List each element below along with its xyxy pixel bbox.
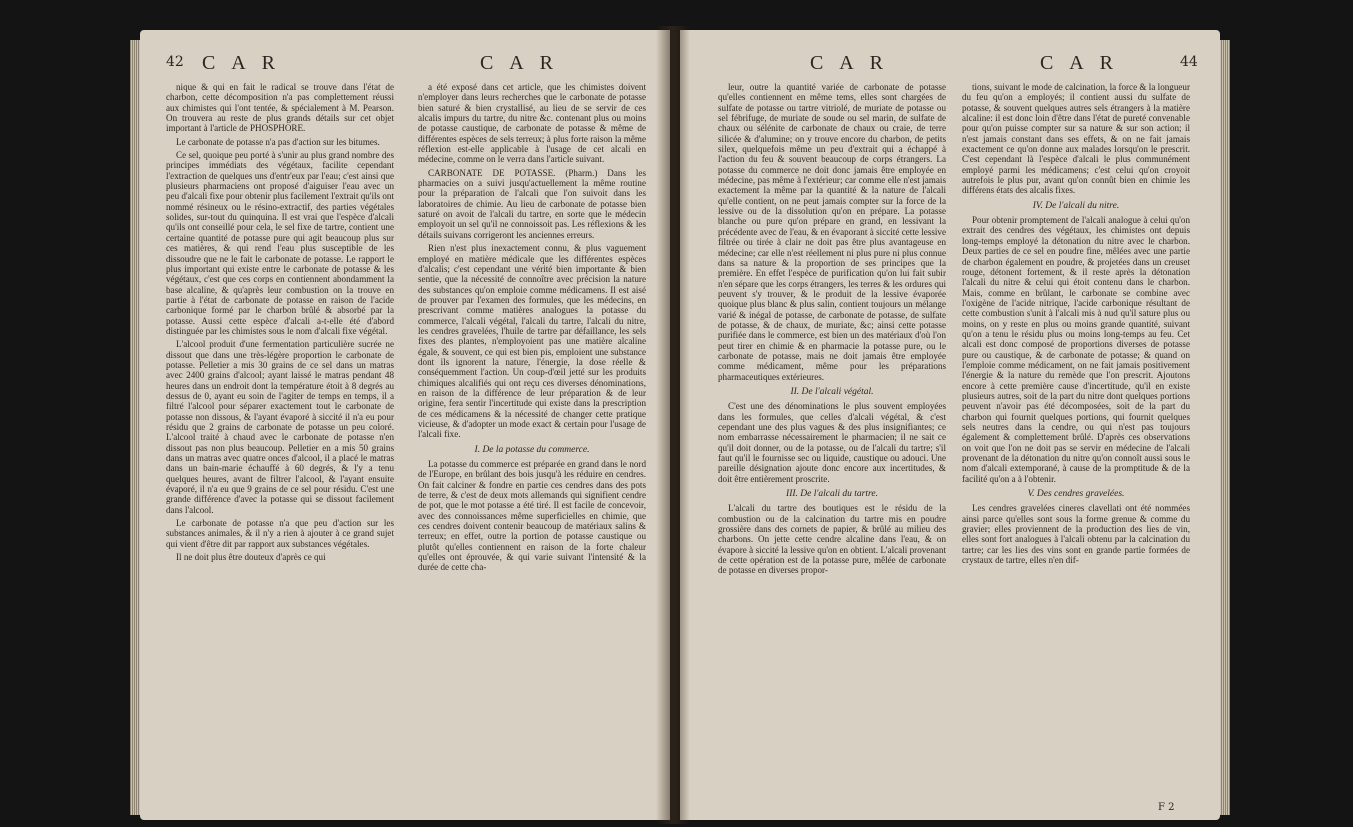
left-running-head-2: C A R <box>480 52 559 74</box>
section-heading: V. Des cendres gravelées. <box>1027 489 1125 500</box>
left-column-2 <box>418 82 646 576</box>
paragraph: Rien n'est plus inexactement connu, & plus vaguement employé en matière médicale que les différentes espèces d'alcalis; c'est cependant une vérité bien importante & bien sentie, que la nécessité de connoître avec précision la nature des substances qu'on emploie comme médicamens. Il est aisé de prouver par l'examen des formules, que les médecins, en prescrivant comme matières analogues la potasse du commerce, l'alcali végétal, l'alcali du tartre, l'alcali du nitre, les cendres gravelées, l'huile de tartre par défaillance, les sels fixes des plantes, n'employoient pas une matière alcaline égale, & souvent, ce qui est bien pis, emploient une substance dont ils ignorent la nature, l'énergie, la dose réelle & conséquemment l'action. Un coup-d'œil jetté sur les produits chimiques alcalifiés qui ont reçu ces diverses dénominations, en raison de la différence de leur préparation & de leur origine, fera sentir l'incertitude qui existe dans la prescription de ces médicamens & la nécessité de changer cette pratique vicieuse, & d'adopter un mode exact & certain pour l'usage de l'alcali fixe. <box>418 243 646 440</box>
left-running-head-1: C A R <box>202 52 281 74</box>
paragraph: Les cendres gravelées cineres clavellati ont été nommées ainsi parce qu'elles sont sous la forme grenue & comme du gravier; elles proviennent de la production des lies de vin, elles sont fort analogues à l'alcali obtenu par la calcination du tartre; car les lies des vins sont en grande partie formées de crystaux de tartre, elles n'en dif- <box>962 503 1190 566</box>
section-heading: III. De l'alcali du tartre. <box>786 489 878 500</box>
paragraph: nique & qui en fait le radical se trouve dans l'état de charbon, cette décomposition n'a pas complettement réussi aux chimistes qui l'ont tentée, & spécialement à M. Pearson. On trouvera au reste de plus grands détails sur cet objet important à l'article de PHOSPHORE. <box>166 82 394 134</box>
section-heading: II. De l'alcali végétal. <box>790 386 874 397</box>
paragraph: C'est une des dénominations le plus souvent employées dans les formules, que celles d'alcali végétal, & c'est cependant une des plus vagues & des plus insignifiantes; ce nom embarrasse nécessairement le pharmacien; il ne sait ce qu'il doit donner, ou de la potasse, ou de l'alcali du tartre; s'il faut qu'il le fournisse sec ou liquide, caustique ou adouci. Une pareille désignation ajoute donc encore aux incertitudes, & doit être entièrement proscrite. <box>718 401 946 484</box>
section-heading: I. De la potasse du commerce. <box>474 444 590 455</box>
left-column-1 <box>166 82 394 565</box>
right-column-2 <box>962 82 1190 568</box>
paragraph: Pour obtenir promptement de l'alcali analogue à celui qu'on extrait des cendres des végétaux, les chimistes ont depuis long-temps employé la détonation du nitre avec le charbon. Deux parties de ce sel en poudre fine, mêlées avec une partie de charbon également en poudre, & projetées dans un creuset rouge, détonent fortement, & il reste après la détonation l'alcali du nitre & celui qui étoit contenu dans le charbon. Mais, comme en brûlant, le carbonate se combine avec l'oxigène de l'acide nitrique, l'acide carbonique résultant de cette combustion s'unit à l'alcali mis à nud qu'il sature plus ou moins, on y reste en plus ou moins grande quantité, suivant qu'on a tenu le résidu plus ou moins long-temps au feu. Cet alcali est donc composé de proportions diverses de potasse pure ou caustique, & de carbonate de potasse; & quand on l'emploie comme médicament, on ne fait jamais positivement l'énergie & la nature du remède que l'on prescrit. Ajoutons encore à cette première cause d'incertitude, qu'il en existe plusieurs autres, soit de la part du nitre dont quelques portions peuvent n'avoir pas été décomposées, soit de la part du charbon qui fournit quelques portions, qui fournit quelques sels neutres dans la cendre, ou qui n'est pas toujours également & complettement brûlé. D'après ces observations on voit que l'on ne doit pas se servir en médecine de l'alcali provenant de la détonation du nitre qu'on connoît aussi sous le nom d'alcali extemporané, à cause de la promptitude & de la facilité qu'on a à l'obtenir. <box>962 215 1190 484</box>
right-running-head-2: C A R <box>1040 52 1119 74</box>
signature-mark: F 2 <box>1158 802 1175 813</box>
book-gutter <box>656 26 690 824</box>
right-page <box>680 30 1220 820</box>
right-column-1 <box>718 82 946 579</box>
paragraph: leur, outre la quantité variée de carbonate de potasse qu'elles contiennent en même tems, elles sont chargées de sulfate de potasse ou tartre vitriolé, de muriate de potasse ou sel fébrifuge, de muriate de soude ou sel marin, de sulfate de chaux ou sélénite de carbonate de chaux ou craie, de terre silicée & d'alumine; on y trouve encore du charbon, de petits silex, quelquefois même un peu d'extrait qui a échappé à l'action du feu & souvent beaucoup de corps étrangers. La potasse du commerce ne doit donc jamais être employée en médecine, pas même à l'extérieur; car comme elle n'est jamais exactement la même par la quantité & la nature de l'alcali qu'elle contient, on ne peut jamais compter sur la force de la lessive ou de la dissolution qu'on en prépare. La potasse blanche ou pure qu'on prépare en grand, en lessivant la précédente avec de l'eau, & en évaporant à siccité cette lessive filtrée ou tirée à clair ne doit pas être plus avantageuse en médecine; car elle n'est réellement ni plus pure ni plus connue dans sa nature & la proportion de ses principes que la première. En effet l'espèce de purification qu'on lui fait subir n'en sépare que les corps étrangers, les terres & les ordures qui peuvent s'y trouver, & le produit de la lessive évaporée quoique plus blanc & plus salin, contient toujours un mélange varié & inégal de potasse, de carbonate de potasse, de sulfate de potasse, & de chaux, de muriate, &c; ainsi cette potasse purifiée dans le commerce, est bien un des matériaux d'où l'on peut tirer en chimie & en pharmacie la potasse pure, ou le carbonate de potasse, mais ne doit jamais être employée comme médicament, même pour les préparations pharmaceutiques extérieures. <box>718 82 946 382</box>
paragraph: L'alcali du tartre des boutiques est le résidu de la combustion ou de la calcination du tartre mis en poudre grossière dans des cornets de papier, & brûlé au milieu des charbons. On jette cette cendre alcaline dans l'eau, & on évapore à siccité la lessive qu'on en obtient. L'alcali provenant de cette opération est de la potasse pure, mêlée de carbonate de potasse en diverses propor- <box>718 503 946 576</box>
paragraph: L'alcool produit d'une fermentation particulière sucrée ne dissout que dans une très-légère proportion le carbonate de potasse. Pelletier a mis 30 grains de ce sel dans un matras avec 2400 grains d'alcool; ayant laissé le matras pendant 48 heures dans un endroit dont la température étoit à 8 degrés au dessus de 0, ayant eu soin de l'agiter de temps en temps, il a filtré l'alcool pour séparer exactement tout le carbonate de potasse non dissous, & l'ayant évaporé à siccité il n'a eu pour résidu que 2 grains de carbonate de potasse un peu coloré. L'alcool traité à chaud avec le carbonate de potasse n'en dissout pas non plus beaucoup. Pelletier en a mis 50 grains dans un matras avec quatre onces d'alcool, il a placé le matras dans un bain-marie échauffé à 60 degrés, & l'y a tenu quelques heures, avant de filtrer l'alcool, & l'ayant ensuite évaporé, il n'a eu que 9 grains de ce sel pour résidu. C'est une grande différence d'avec la potasse qui se dissout facilement dans l'alcool. <box>166 339 394 515</box>
left-page <box>140 30 670 820</box>
paragraph: CARBONATE DE POTASSE. (Pharm.) Dans les pharmacies on a suivi jusqu'actuellement la même routine pour la préparation de l'alcali que l'on suivoit dans les laboratoires de chimie. Au lieu de carbonate de potasse bien saturé on avoit de l'alcali du tartre, en sorte que le médecin employoit un sel qu'il ne connoissoit pas. Les réflexions & les détails suivans corrigeront les anciennes erreurs. <box>418 167 646 240</box>
right-running-head-1: C A R <box>810 52 889 74</box>
left-page-number: 42 <box>166 54 184 70</box>
paragraph: La potasse du commerce est préparée en grand dans le nord de l'Europe, en brûlant des bois jusqu'à les réduire en cendres. On fait calciner & fondre en partie ces cendres dans des pots de terre, & c'est de deux mots allemands qui signifient cendre de pot, que le mot potasse a été tiré. Il est facile de concevoir, avec des connoissances même superficielles en chimie, que ces cendres doivent contenir beaucoup de matériaux salins & terreux; en effet, outre la portion de potasse caustique ou plutôt qu'elles contiennent en raison de la forte chaleur qu'elles ont éprouvée, & qui varie suivant l'intensité & la durée de cette cha- <box>418 459 646 573</box>
paragraph: Le carbonate de potasse n'a que peu d'action sur les substances animales, & il n'y a rien à ajouter à ce grand sujet qui vient d'être dit par rapport aux substances végétales. <box>166 518 394 549</box>
paragraph: a été exposé dans cet article, que les chimistes doivent n'employer dans leurs recherches que le carbonate de potasse bien saturé & bien crystallisé, au lieu de se servir de ces alcalis impurs du tartre, du nitre &c. contenant plus ou moins de potasse caustique, de carbonate de potasse & même de différentes espèces de sels terreux; à plus forte raison la même réflexion est-elle applicable à l'usage de cet alcali en médecine, comme on le verra dans l'article suivant. <box>418 82 646 165</box>
paragraph: Ce sel, quoique peu porté à s'unir au plus grand nombre des principes immédiats des végétaux, facilite cependant l'extraction de quelques uns d'entr'eux par l'eau; c'est ainsi que plusieurs pharmaciens ont proposé d'aiguiser l'eau avec un peu d'alcali fixe pour obtenir plus facilement l'extrait qu'ils ont nommé résineux ou le résino-extractif, des parties végétales solides, sur-tout du quinquina. Il est vrai que l'espèce d'alcali qu'ils ont conseillé pour cela, le sel fixe de tartre, contient une certaine quantité de potasse pure qui agit beaucoup plus sur ces matières, & qui rend l'eau plus susceptible de les dissoudre que ne le fait le carbonate de potasse. Le rapport le plus important qui existe entre le carbonate de potasse & les végétaux, c'est que ces corps en contiennent abondamment la base alcaline, & qu'après leur combustion on la trouve en partie à l'état de carbonate de potasse en raison de l'acide carbonique formé par le charbon brûlé & absorbé par la potasse. Aussi cette espèce d'alcali a-t-elle été d'abord distinguée par les chimistes sous le nom d'alcali fixe végétal. <box>166 150 394 336</box>
paragraph: Le carbonate de potasse n'a pas d'action sur les bitumes. <box>176 136 380 147</box>
paragraph: tions, suivant le mode de calcination, la force & la longueur du feu qu'on a employés; il contient aussi du sulfate de potasse, & souvent quelques autres sels étrangers à la matière alcaline: il est donc loin d'être dans l'état de pureté convenable pour qu'on puisse compter sur sa nature & sur son action; il n'est jamais constant dans ses effets, & on ne fait jamais exactement ce qu'on donne aux malades lorsqu'on le prescrit. C'est cependant là l'espèce d'alcali le plus communément employé parmi les médicamens; c'est celui qu'on croyoit autrefois le plus pur, avant qu'on connût bien en chimie les différens états des alcalis fixes. <box>962 82 1190 196</box>
section-heading: IV. De l'alcali du nitre. <box>1032 200 1120 211</box>
paragraph: Il ne doit plus être douteux d'après ce qui <box>176 552 326 563</box>
right-page-number: 44 <box>1180 54 1198 70</box>
